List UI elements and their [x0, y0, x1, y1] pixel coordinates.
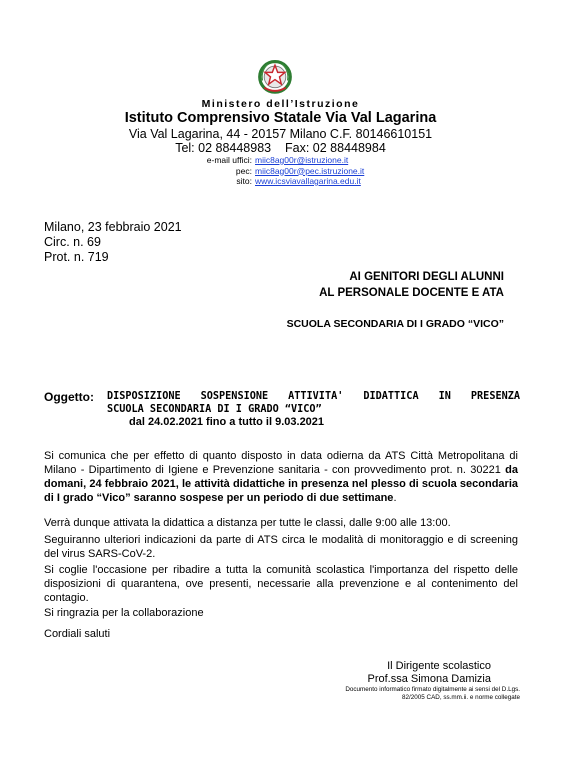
body-paragraph-3: Seguiranno ulteriori indicazioni da parte di ATS circa le modalità di monitoraggio e di screening del virus SARS-CoV-2.	[44, 534, 518, 560]
recipient-parents: AI GENITORI DEGLI ALUNNI	[349, 271, 504, 283]
subject-label: Oggetto:	[44, 390, 94, 404]
circular-number: Circ. n. 69	[44, 235, 101, 249]
subject-text	[107, 390, 520, 429]
ministry-heading: Ministero dell’Istruzione	[201, 98, 360, 110]
place-date: Milano, 23 febbraio 2021	[44, 220, 182, 234]
email-link[interactable]: miic8ag00r@istruzione.it	[255, 155, 349, 165]
protocol-number: Prot. n. 719	[44, 250, 109, 264]
body-paragraph-6: Cordiali saluti	[44, 628, 111, 640]
body-text: .	[393, 492, 397, 504]
contact-label: e-mail uffici:	[206, 155, 252, 165]
contact-label: sito:	[236, 176, 252, 186]
body-paragraph-4: Si coglie l'occasione per ribadire a tutta la comunità scolastica l'importanza del rispetto delle disposizioni di quarantena, ove presenti, necessarie alla prevenzione e al contenimento del contagio.	[44, 564, 518, 604]
body-bold-text: da domani, 24 febbraio 2021, le attività didattiche in presenza nel plesso di scuola secondaria di I grado “Vico” saranno sospese per un periodo di due settimane	[44, 464, 518, 504]
italian-republic-emblem-icon	[257, 58, 293, 94]
body-paragraph-1	[44, 449, 518, 505]
body-paragraph-5: Si ringrazia per la collaborazione	[44, 607, 204, 619]
school-address: Via Val Lagarina, 44 - 20157 Milano C.F. 80146610151	[128, 127, 433, 141]
recipient-staff: AL PERSONALE DOCENTE E ATA	[319, 287, 504, 299]
subject-line-3: dal 24.02.2021 fino a tutto il 9.03.2021	[129, 416, 325, 428]
website-link[interactable]: www.icsviavallagarina.edu.it	[255, 176, 361, 186]
body-paragraph-2: Verrà dunque attivata la didattica a distanza per tutte le classi, dalle 9:00 alle 13:00.	[44, 517, 451, 529]
contact-list	[200, 155, 380, 187]
subject-line-1: DISPOSIZIONE SOSPENSIONE ATTIVITA' DIDATTICA IN PRESENZA	[107, 391, 520, 402]
body-text: Si comunica che per effetto di quanto disposto in data odierna da ATS Città Metropolitana di Milano - Dipartimento di Igiene e Prevenzione sanitaria - con provvedimento prot. n. 30221	[44, 450, 518, 476]
pec-link[interactable]: miic8ag00r@pec.istruzione.it	[255, 165, 365, 176]
signature-name: Prof.ssa Simona Damizia	[367, 673, 491, 685]
contact-row-site	[200, 176, 380, 187]
signature-role: Il Dirigente scolastico	[387, 660, 491, 672]
recipient-school: SCUOLA SECONDARIA DI I GRADO “VICO”	[286, 318, 504, 330]
contact-row-pec	[200, 166, 380, 177]
document-meta	[44, 220, 182, 265]
subject-line-2: SCUOLA SECONDARIA DI I GRADO “VICO”	[107, 404, 322, 415]
contact-label: pec:	[235, 165, 252, 176]
contact-row-email	[200, 155, 380, 166]
digital-signature-note: Documento informatico firmato digitalmente ai sensi del D.Lgs. 82/2005 CAD, ss.mm.ii. e norme collegate	[345, 686, 520, 701]
school-phone-fax: Tel: 02 88448983 Fax: 02 88448984	[175, 141, 386, 155]
school-name: Istituto Comprensivo Statale Via Val Lagarina	[124, 110, 437, 126]
